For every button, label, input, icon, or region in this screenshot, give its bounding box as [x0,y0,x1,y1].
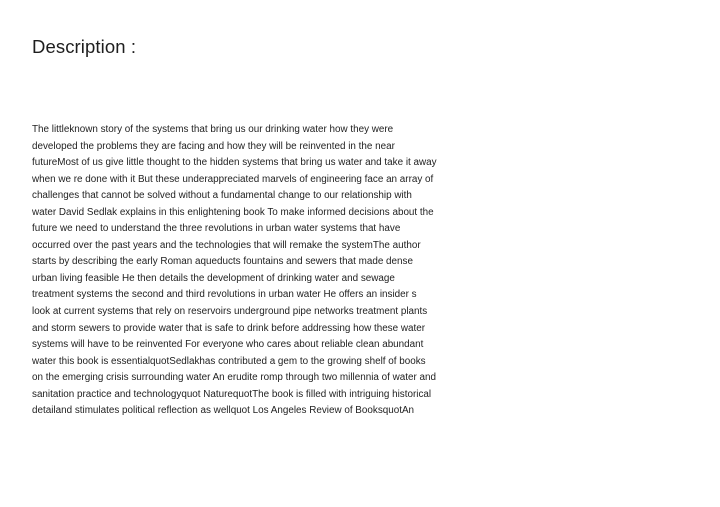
body-line: treatment systems the second and third revolutions in urban water He offers an insider s [32,289,417,301]
body-line: sanitation practice and technologyquot NaturequotThe book is filled with intriguing historical [32,388,432,400]
body-line: urban living feasible He then details the development of drinking water and sewage [32,272,395,284]
body-line: future we need to understand the three revolutions in urban water systems that have [32,223,401,235]
body-line: and storm sewers to provide water that is safe to drink before addressing how these water [32,322,426,334]
body-line: on the emerging crisis surrounding water An erudite romp through two millennia of water and [32,372,436,384]
body-line: look at current systems that rely on reservoirs underground pipe networks treatment plants [32,306,428,318]
description-body [32,122,720,420]
body-line: developed the problems they are facing and how they will be reinvented in the near [32,140,395,152]
description-heading: Description : [32,36,137,57]
body-line: systems will have to be reinvented For everyone who cares about reliable clean abundant [32,339,424,351]
body-line: The littleknown story of the systems that bring us our drinking water how they were [32,124,394,135]
body-line: challenges that cannot be solved without a fundamental change to our relationship with [32,190,412,202]
body-line: water this book is essentialquotSedlakhas contributed a gem to the growing shelf of books [32,355,426,367]
body-line: occurred over the past years and the technologies that will remake the systemThe author [32,239,421,251]
body-line: detailand stimulates political reflection as wellquot Los Angeles Review of BooksquotAn [32,405,415,417]
body-line: starts by describing the early Roman aqueducts fountains and sewers that made dense [32,256,413,268]
body-line: when we re done with it But these underappreciated marvels of engineering face an array of [32,173,434,185]
body-line: water David Sedlak explains in this enlightening book To make informed decisions about the [32,206,434,218]
body-line: futureMost of us give little thought to the hidden systems that bring us water and take it away [32,157,437,169]
